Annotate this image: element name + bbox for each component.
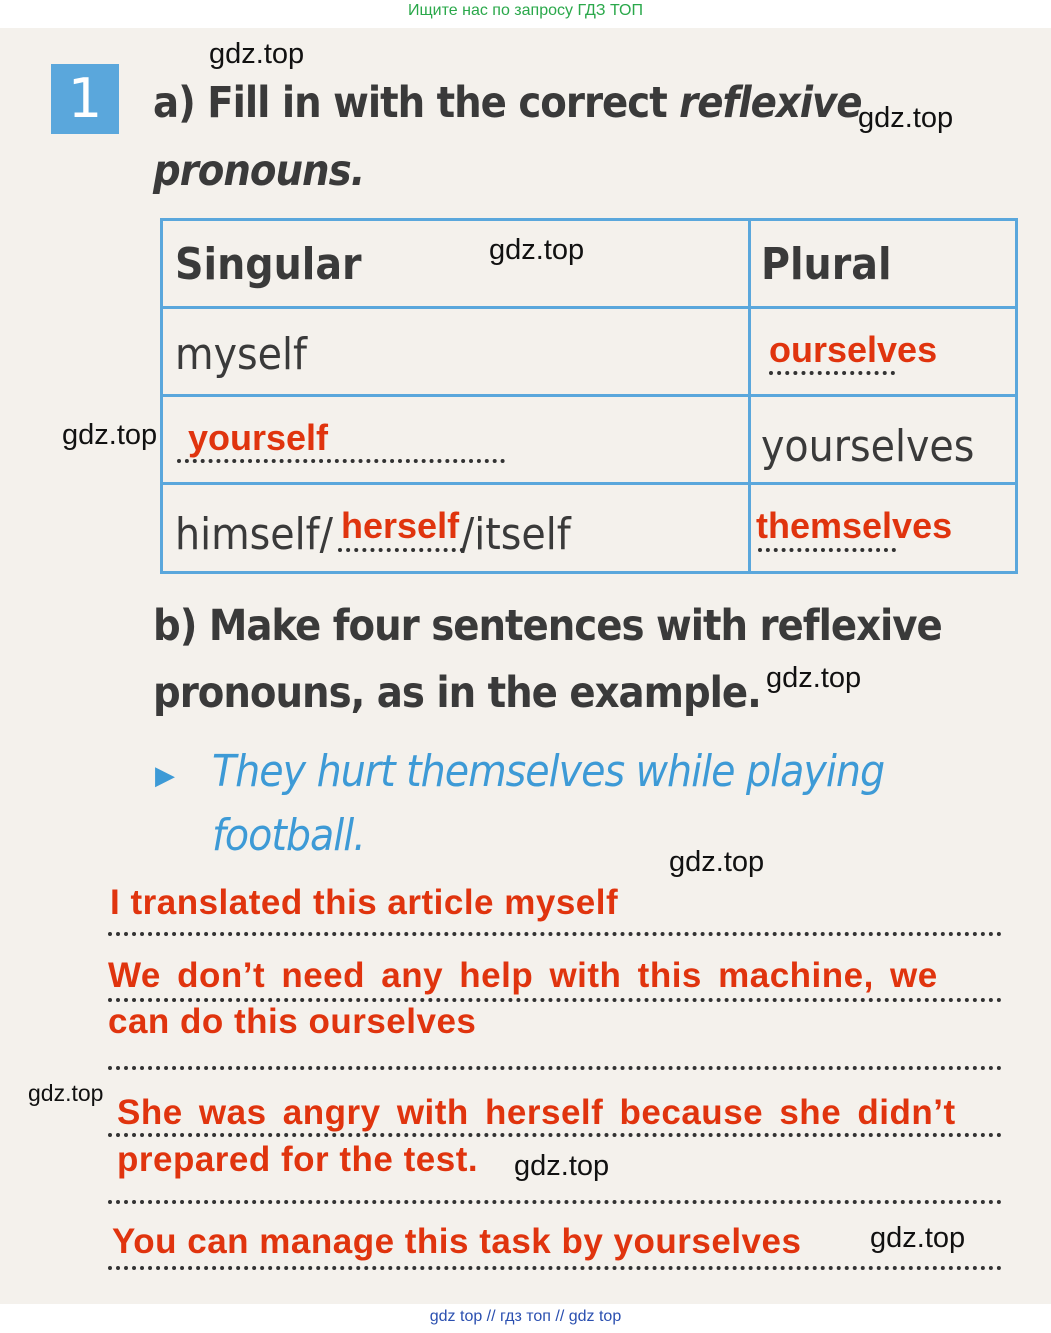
reflexive-pronouns-table <box>160 218 1018 574</box>
top-banner[interactable]: Ищите нас по запросу ГДЗ ТОП <box>408 2 643 19</box>
exercise-number-badge: 1 <box>51 64 119 134</box>
answer-sentence-3-line2: prepared for the test. <box>117 1140 479 1179</box>
answer-themselves: themselves <box>756 505 953 546</box>
answer-ourselves: ourselves <box>769 329 938 370</box>
example-arrow-icon: ▶ <box>155 761 175 791</box>
answer-blank-line <box>769 371 895 375</box>
part-a-heading <box>153 78 861 128</box>
part-b-heading-line2: pronouns, as in the example. <box>153 668 761 718</box>
watermark: gdz.top <box>766 662 862 694</box>
bottom-banner[interactable]: gdz top // гдз топ // gdz top <box>429 1308 622 1325</box>
answer-sentence-1: I translated this article myself <box>110 883 619 922</box>
answer-sentence-3-line1: She was angry with herself because she didn’t <box>117 1093 956 1132</box>
answer-line <box>108 1200 1002 1204</box>
textbook-page <box>0 28 1051 1304</box>
answer-blank-line <box>758 548 896 552</box>
table-column-divider <box>748 221 751 571</box>
header-plural: Plural <box>761 239 892 290</box>
answer-yourself: yourself <box>188 417 329 458</box>
answer-sentence-2-line1: We don’t need any help with this machine, we <box>108 956 938 995</box>
part-a-heading-line2: pronouns. <box>153 146 365 196</box>
part-b-heading: b) Make four sentences with reflexive <box>153 601 942 651</box>
watermark: gdz.top <box>514 1150 610 1182</box>
cell-yourselves: yourselves <box>761 421 975 472</box>
watermark: gdz.top <box>858 102 954 134</box>
header-singular: Singular <box>175 239 362 290</box>
watermark: gdz.top <box>870 1222 966 1254</box>
answer-line <box>108 1066 1002 1070</box>
cell-itself: /itself <box>460 509 571 560</box>
answer-blank-line <box>177 459 505 463</box>
answer-blank-line <box>338 548 464 552</box>
part-a-heading-italic: reflexive <box>679 78 862 128</box>
answer-line <box>108 932 1002 936</box>
watermark: gdz.top <box>28 1080 104 1106</box>
answer-sentence-2-line2: can do this ourselves <box>108 1002 477 1041</box>
answer-sentence-4: You can manage this task by yourselves <box>112 1222 802 1261</box>
example-sentence-line1: They hurt themselves while playing <box>212 746 885 797</box>
watermark: gdz.top <box>669 846 765 878</box>
watermark: gdz.top <box>209 38 305 70</box>
watermark: gdz.top <box>62 419 158 451</box>
answer-line <box>108 1133 1002 1137</box>
answer-herself: herself <box>341 505 460 546</box>
example-sentence-line2: football. <box>212 810 365 861</box>
part-a-heading-text: a) Fill in with the correct <box>153 78 680 128</box>
answer-line <box>108 1266 1002 1270</box>
cell-himself: himself/ <box>175 509 333 560</box>
cell-myself: myself <box>175 329 307 380</box>
watermark: gdz.top <box>489 234 585 266</box>
